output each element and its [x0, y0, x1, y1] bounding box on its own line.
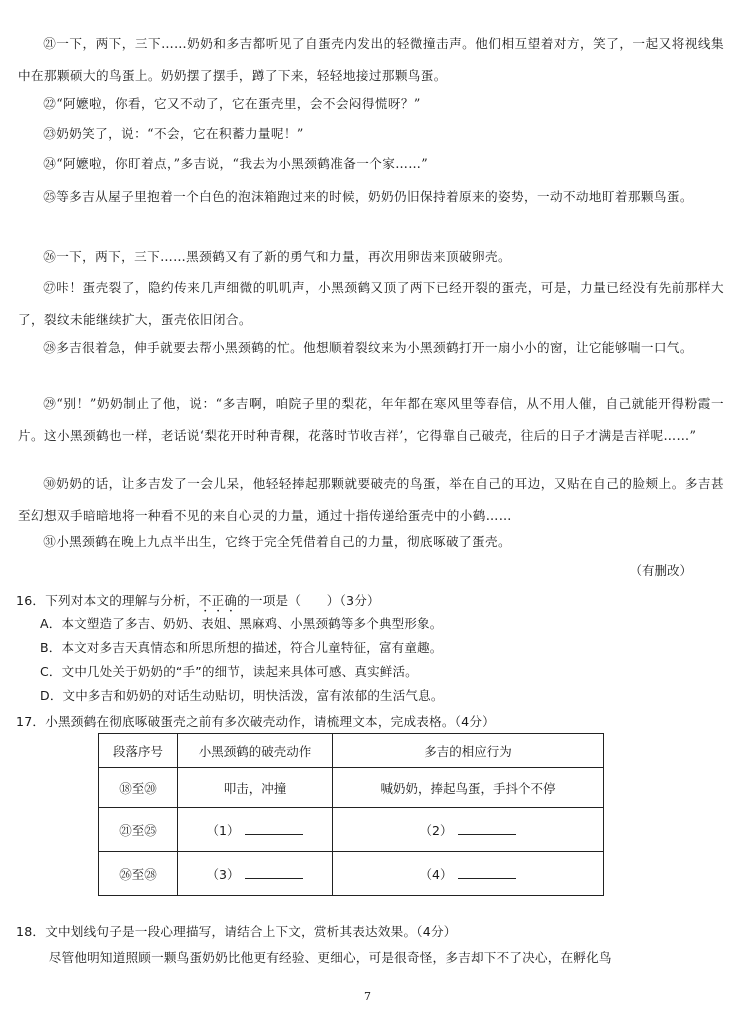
- paragraph-number: ㉕: [43, 189, 57, 204]
- source-note: （有删改）: [629, 563, 692, 578]
- paragraph-text: 奶奶笑了，说：“不会，它在积蓄力量呢！”: [56, 126, 304, 141]
- answer-table: [98, 733, 604, 896]
- row-paragraph: ㉑至㉕: [99, 808, 178, 852]
- blank-line: [458, 866, 516, 879]
- paragraph-29: [18, 388, 724, 451]
- paragraph-number: ㉔: [43, 156, 57, 171]
- paragraph-text: “阿嬷啦，你盯着点，”多吉说，“我去为小黑颈鹤准备一个家……”: [56, 156, 429, 171]
- stem-text: 16．下列对本文的理解与分析，: [16, 593, 199, 608]
- row-behavior-blank[interactable]: [333, 852, 604, 896]
- row-behavior-blank[interactable]: [333, 808, 604, 852]
- paragraph-text: 一下，两下，三下……奶奶和多吉都听见了自蛋壳内发出的轻微撞击声。他们相互望着对方，笑了，一起又将视线集中在那颗硕大的鸟蛋上。奶奶摆了摆手，蹲了下来，轻轻地接过那颗鸟蛋。: [18, 36, 725, 83]
- row-behavior: 喊奶奶，捧起鸟蛋，手抖个不停: [333, 768, 604, 808]
- table-header-row: [99, 734, 604, 768]
- blank-label: （2）: [419, 822, 453, 838]
- paragraph-text: “别！”奶奶制止了他，说：“多吉啊，咱院子里的梨花，年年都在寒风里等春信，从不用人催，自己就能开得粉霞一片。这小黑颈鹤也一样，老话说‘梨花开时种青稞，花落时节收吉祥’，它得靠自己破壳，往后的日子才满是吉祥呢……”: [18, 396, 724, 443]
- blank-line: [245, 822, 303, 835]
- paragraph-number: ㉑: [43, 36, 57, 51]
- paragraph-number: ㉛: [43, 534, 57, 549]
- paragraph-text: 奶奶的话，让多吉发了一会儿呆，他轻轻捧起那颗就要破壳的鸟蛋，举在自己的耳边，又贴在自己的脸颊上。多吉甚至幻想双手暗暗地将一种看不见的来自心灵的力量，通过十指传递给蛋壳中的小鹤……: [18, 476, 725, 523]
- paragraph-text: 小黑颈鹤在晚上九点半出生，它终于完全凭借着自己的力量，彻底啄破了蛋壳。: [56, 534, 511, 549]
- option-b: B．本文对多吉天真情态和所思所想的描述，符合儿童特征，富有童趣。: [40, 640, 443, 655]
- row-paragraph: ⑱至⑳: [99, 768, 178, 808]
- paragraph-text: “阿嬷啦，你看，它又不动了，它在蛋壳里，会不会闷得慌呀？”: [56, 96, 421, 111]
- paragraph-text: 一下，两下，三下……黑颈鹤又有了新的勇气和力量，再次用卵齿来顶破卵壳。: [56, 249, 511, 264]
- paragraph-28: [18, 332, 724, 364]
- paragraph-number: ㉙: [43, 396, 57, 411]
- paragraph-text: 咔！蛋壳裂了，隐约传来几声细微的叽叽声，小黑颈鹤又顶了两下已经开裂的蛋壳，可是，力量已经没有先前那样大了，裂纹未能继续扩大，蛋壳依旧闭合。: [18, 280, 725, 327]
- question-18-quote: 尽管他明知道照顾一颗鸟蛋奶奶比他更有经验、更细心，可是很奇怪，多吉却下不了决心，在孵化鸟: [48, 950, 612, 965]
- blank-label: （1）: [206, 822, 240, 838]
- table-row: [99, 852, 604, 896]
- paragraph-24: [18, 148, 724, 180]
- paragraph-text: 等多吉从屋子里抱着一个白色的泡沫箱跑过来的时候，奶奶仍旧保持着原来的姿势，一动不动地盯着那颗鸟蛋。: [56, 189, 693, 204]
- row-action-blank[interactable]: [178, 808, 333, 852]
- paragraph-26: [18, 241, 724, 273]
- paragraph-23: [18, 118, 724, 150]
- paragraph-27: [18, 272, 724, 335]
- header-behavior: 多吉的相应行为: [333, 734, 604, 768]
- paragraph-25: [18, 181, 724, 213]
- question-16-stem: [16, 590, 722, 615]
- emphasized-text: 不正确: [198, 593, 238, 608]
- paragraph-number: ㉘: [43, 340, 57, 355]
- paragraph-22: [18, 88, 724, 120]
- table-row: [99, 808, 604, 852]
- option-c: C．文中几处关于奶奶的“手”的细节，读起来具体可感、真实鲜活。: [40, 664, 418, 679]
- paragraph-number: ㉒: [43, 96, 57, 111]
- row-action: 叩击，冲撞: [178, 768, 333, 808]
- blank-line: [458, 822, 516, 835]
- question-18-stem: 18．文中划线句子是一段心理描写，请结合上下文，赏析其表达效果。（4分）: [16, 924, 457, 939]
- option-a: A．本文塑造了多吉、奶奶、表姐、黑麻鸡、小黑颈鹤等多个典型形象。: [40, 616, 443, 631]
- paragraph-30: [18, 468, 724, 531]
- paragraph-number: ㉓: [43, 126, 57, 141]
- question-17-stem: 17．小黑颈鹤在彻底啄破蛋壳之前有多次破壳动作，请梳理文本，完成表格。（4分）: [16, 714, 495, 729]
- paragraph-31: [18, 526, 724, 558]
- row-action-blank[interactable]: [178, 852, 333, 896]
- blank-label: （3）: [206, 866, 240, 882]
- header-action: 小黑颈鹤的破壳动作: [178, 734, 333, 768]
- page-number: 7: [364, 990, 371, 1003]
- table-row: [99, 768, 604, 808]
- option-d: D．文中多吉和奶奶的对话生动贴切，明快活泼，富有浓郁的生活气息。: [40, 688, 444, 703]
- header-paragraph: 段落序号: [99, 734, 178, 768]
- blank-label: （4）: [419, 866, 453, 882]
- paragraph-21: [18, 28, 724, 91]
- blank-line: [245, 866, 303, 879]
- row-paragraph: ㉖至㉘: [99, 852, 178, 896]
- stem-text: 的一项是（ ）（3分）: [237, 593, 380, 608]
- paragraph-text: 多吉很着急，伸手就要去帮小黑颈鹤的忙。他想顺着裂纹来为小黑颈鹤打开一扇小小的窗，让它能够喘一口气。: [56, 340, 693, 355]
- paragraph-number: ㉗: [43, 280, 57, 295]
- paragraph-number: ㉚: [43, 476, 57, 491]
- paragraph-number: ㉖: [43, 249, 57, 264]
